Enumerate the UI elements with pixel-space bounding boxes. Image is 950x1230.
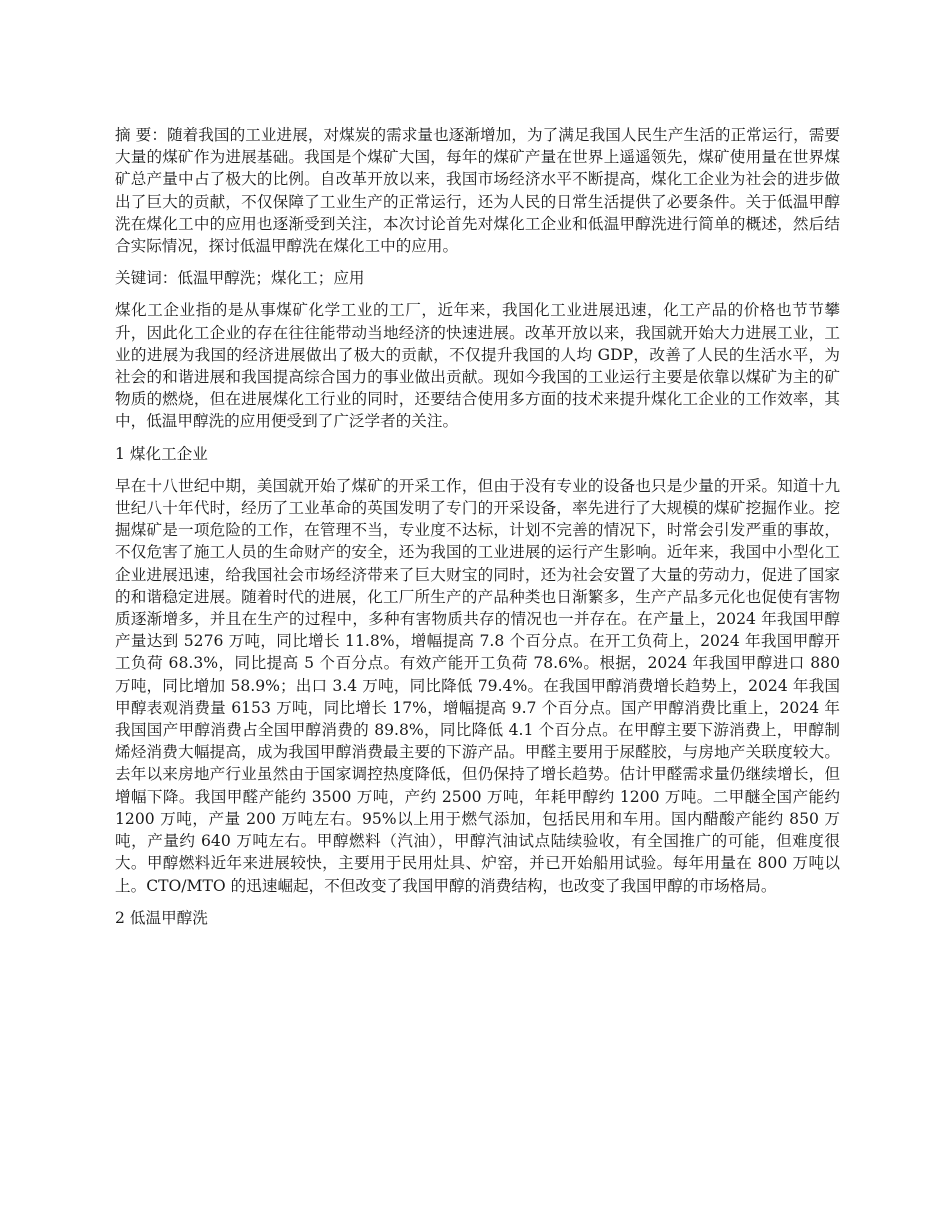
section-2-heading: 2 低温甲醇洗 bbox=[115, 908, 208, 927]
intro-paragraph: 煤化工企业指的是从事煤矿化学工业的工厂，近年来，我国化工业进展迅速，化工产品的价格也节节攀升，因此化工企业的存在往往能带动当地经济的快速进展。改革开放以来，我国就开始大力进展工业，工业的进展为我国的经济进展做出了极大的贡献，不仅提升我国的人均 GDP，改善了人民的生活水平，为社会的和谐进展和我国提高综合国力的事业做出贡献。现如今我国的工业运行主要是依靠以煤矿为主的矿物质的燃烧，但在进展煤化工行业的同时，还要结合使用多方面的技术来提升煤化工企业的工作效率，其中，低温甲醇洗的应用便受到了广泛学者的关注。 bbox=[115, 301, 840, 431]
section-1-heading: 1 煤化工企业 bbox=[115, 444, 208, 463]
section-1-paragraph: 早在十八世纪中期，美国就开始了煤矿的开采工作，但由于没有专业的设备也只是少量的开采。知道十九世纪八十年代时，经历了工业革命的英国发明了专门的开采设备，率先进行了大规模的煤矿挖掘作业。挖掘煤矿是一项危险的工作，在管理不当，专业度不达标，计划不完善的情况下，时常会引发严重的事故，不仅危害了施工人员的生命财产的安全，还为我国的工业进展的运行产生影响。近年来，我国中小型化工企业进展迅速，给我国社会市场经济带来了巨大财宝的同时，还为社会安置了大量的劳动力，促进了国家的和谐稳定进展。随着时代的进展，化工厂所生产的产品种类也日渐繁多，生产产品多元化也促使有害物质逐渐增多，并且在生产的过程中，多种有害物质共存的情况也一并存在。在产量上，2024 年我国甲醇产量达到 5276 万吨，同比增长 11.8%，增幅提高 7.8 个百分点。在开工负荷上，2024 年我国甲醇开工负荷 68.3%，同比提高 5 个百分点。有效产能开工负荷 78.6%。根据，2024 年我国甲醇进口 880 万吨，同比增加 58.9%；出口 3.4 万吨，同比降低 79.4%。在我国甲醇消费增长趋势上，2024 年我国甲醇表观消费量 6153 万吨，同比增长 17%，增幅提高 9.7 个百分点。国产甲醇消费比重上，2024 年我国国产甲醇消费占全国甲醇消费的 89.8%，同比降低 4.1 个百分点。在甲醇主要下游消费上，甲醇制烯烃消费大幅提高，成为我国甲醇消费最主要的下游产品。甲醛主要用于尿醛胶，与房地产关联度较大。去年以来房地产行业虽然由于国家调控热度降低，但仍保持了增长趋势。估计甲醛需求量仍继续增长，但增幅下降。我国甲醛产能约 3500 万吨，产约 2500 万吨，年耗甲醇约 1200 万吨。二甲醚全国产能约 1200 万吨，产量 200 万吨左右。95%以上用于燃气添加，包括民用和车用。国内醋酸产能约 850 万吨，产量约 640 万吨左右。甲醇燃料（汽油），甲醇汽油试点陆续验收，有全国推广的可能，但难度很大。甲醇燃料近年来进展较快，主要用于民用灶具、炉窑，并已开始船用试验。每年用量在 800 万吨以上。CTO/MTO 的迅速崛起，不但改变了我国甲醇的消费结构，也改变了我国甲醇的市场格局。 bbox=[115, 476, 840, 895]
abstract-paragraph: 摘 要：随着我国的工业进展，对煤炭的需求量也逐渐增加，为了满足我国人民生产生活的正常运行，需要大量的煤矿作为进展基础。我国是个煤矿大国，每年的煤矿产量在世界上遥遥领先，煤矿使用量在世界煤矿总产量中占了极大的比例。自改革开放以来，我国市场经济水平不断提高，煤化工企业为社会的进步做出了巨大的贡献，不仅保障了工业生产的正常运行，还为人民的日常生活提供了必要条件。关于低温甲醇洗在煤化工中的应用也逐渐受到关注，本次讨论首先对煤化工企业和低温甲醇洗进行简单的概述，然后结合实际情况，探讨低温甲醇洗在煤化工中的应用。 bbox=[115, 126, 840, 256]
keywords-line: 关键词：低温甲醇洗；煤化工；应用 bbox=[115, 269, 365, 288]
document-body bbox=[115, 124, 840, 939]
